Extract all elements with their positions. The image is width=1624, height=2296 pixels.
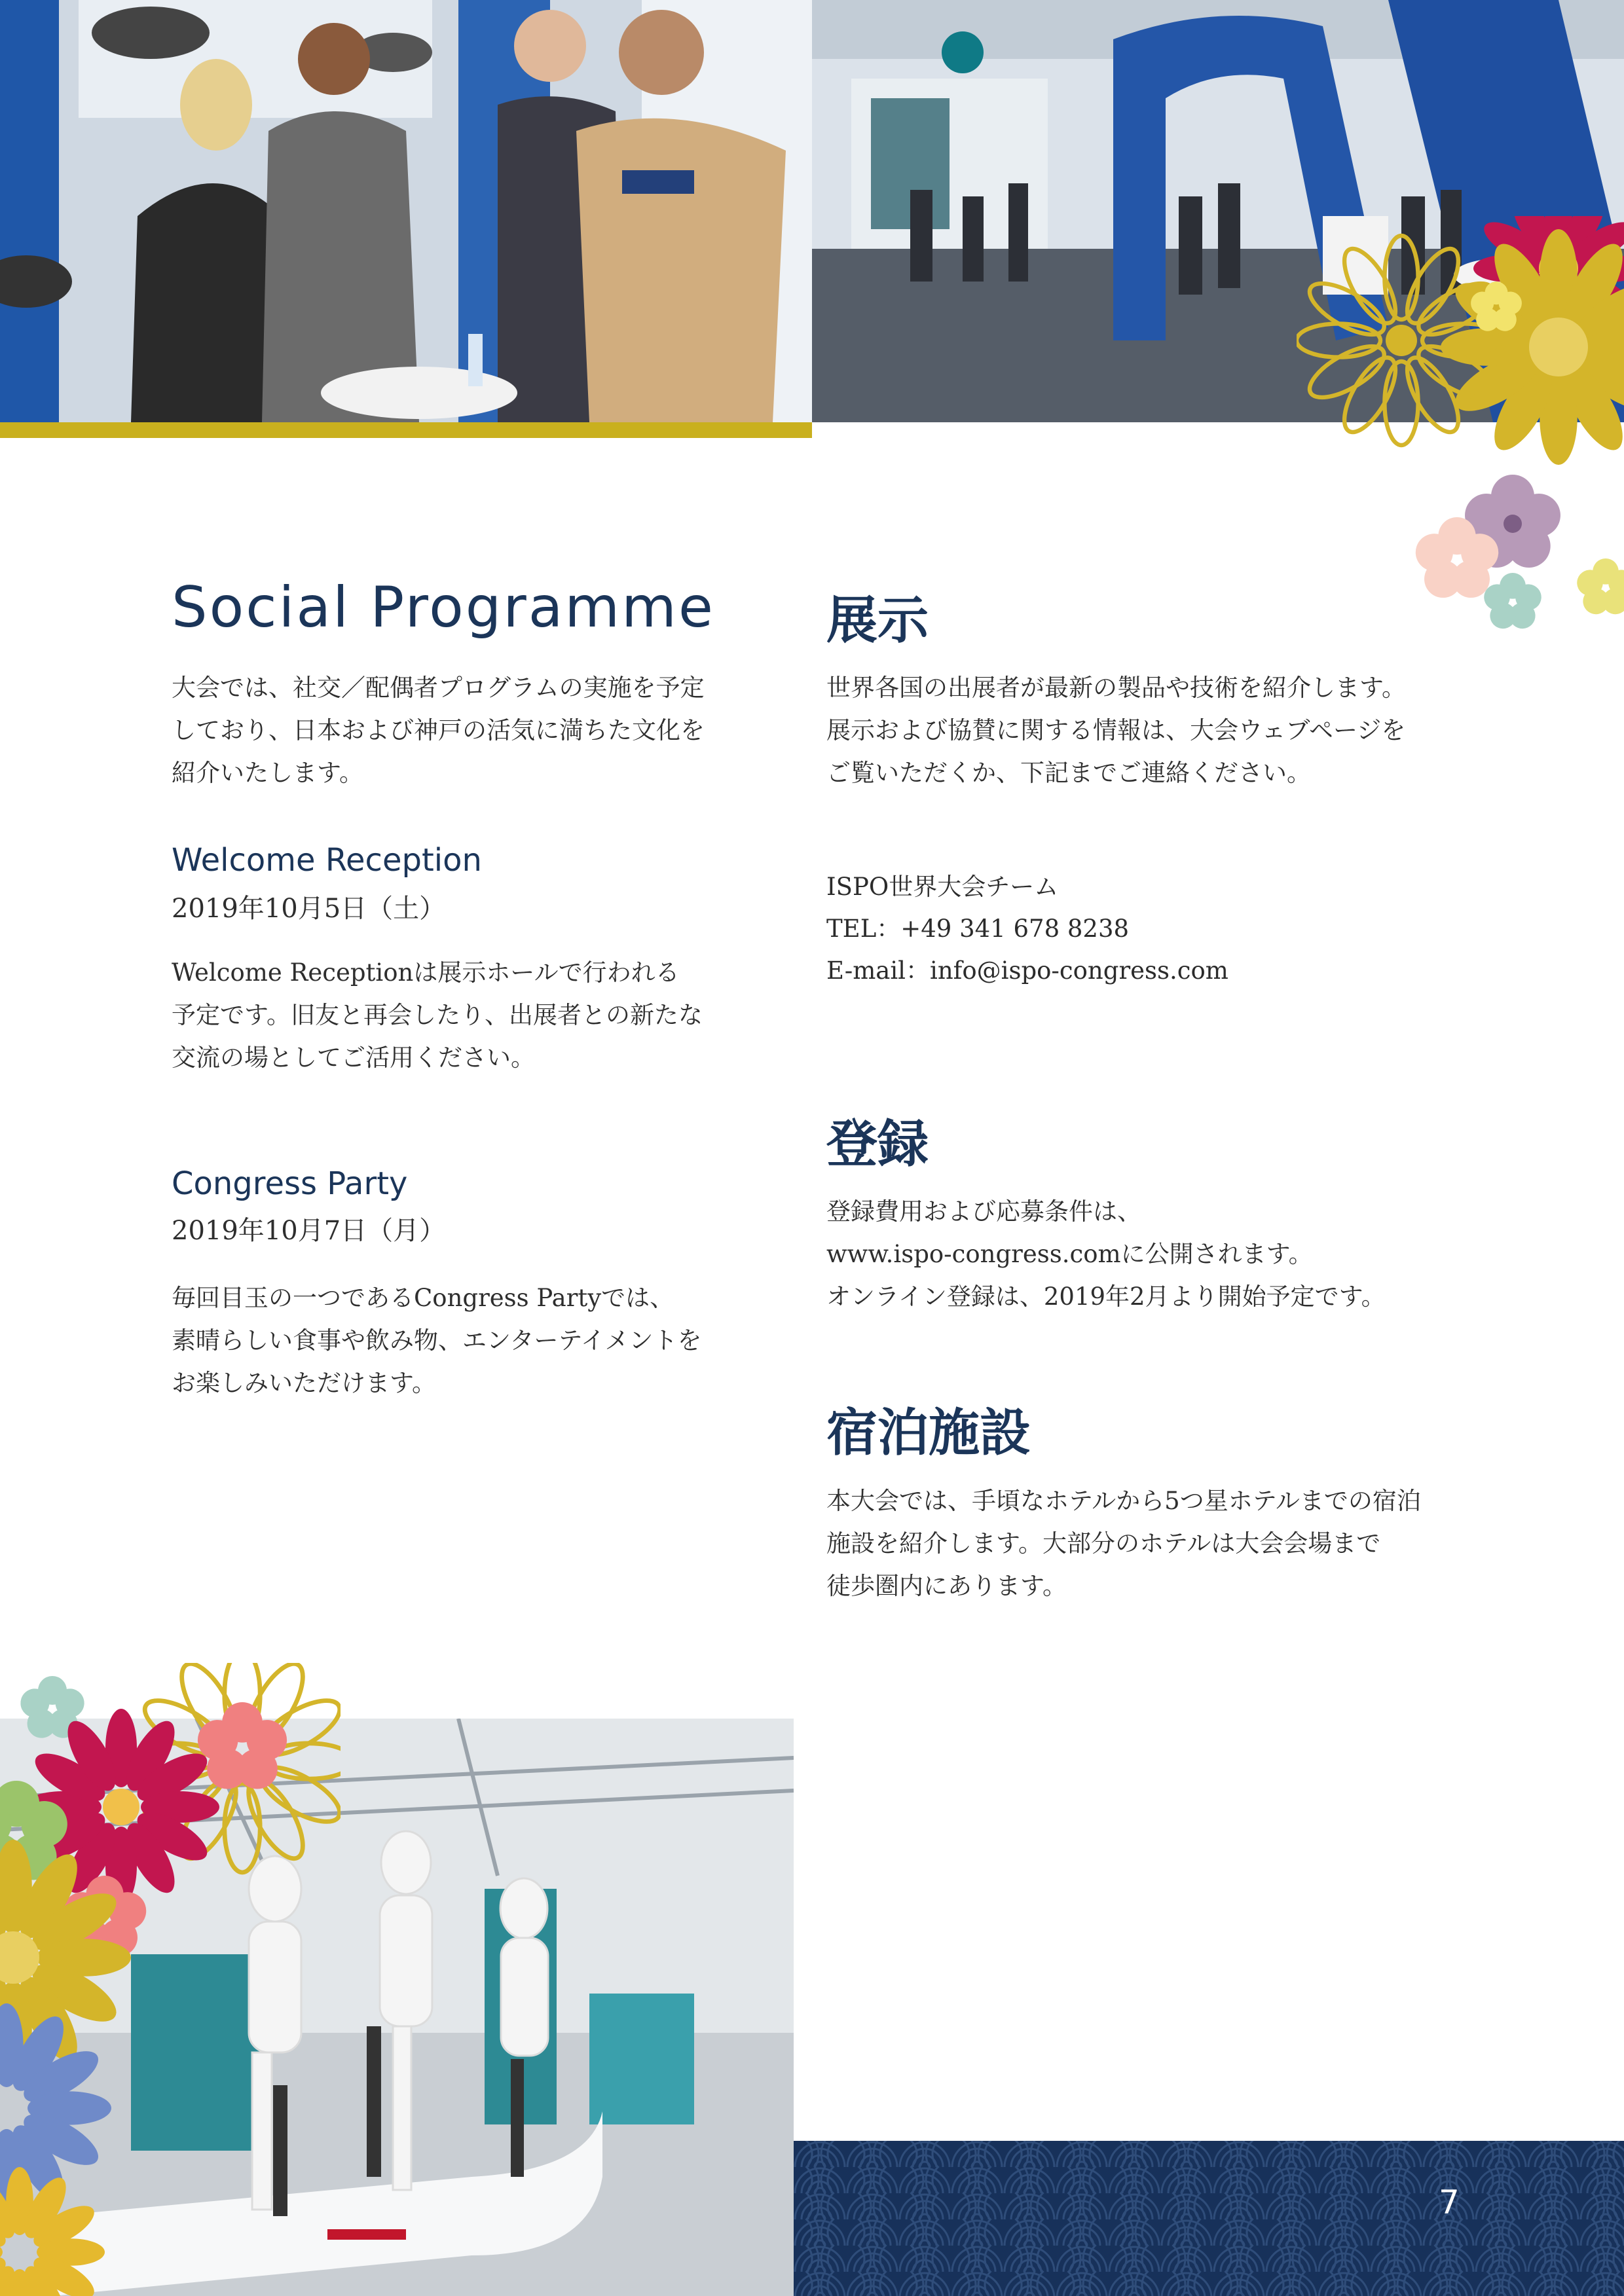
gold-accent-bar xyxy=(0,422,812,438)
contact-team: ISPO世界大会チーム xyxy=(826,873,1059,901)
section-title-accommodation: 宿泊施設 xyxy=(826,1404,1031,1463)
welcome-reception-heading: Welcome Reception xyxy=(172,842,482,879)
welcome-reception-text: Welcome Receptionは展示ホールで行われる 予定です。旧友と再会したり、出展者との新たな 交流の場としてご活用ください。 xyxy=(172,958,703,1072)
section-title-registration: 登録 xyxy=(826,1115,929,1174)
congress-party-heading: Congress Party xyxy=(172,1165,408,1202)
photo-exhibitors-conversation xyxy=(0,0,812,422)
contact-tel: TEL：+49 341 678 8238 xyxy=(826,915,1130,943)
section-title-exhibition: 展示 xyxy=(826,591,929,650)
flower-cluster-bottom xyxy=(0,1663,341,2296)
contact-block xyxy=(826,866,1228,992)
photo-illustration xyxy=(0,0,812,422)
accommodation-text: 本大会では、手頃なホテルから5つ星ホテルまでの宿泊 施設を紹介します。大部分のホテルは大会会場まで 徒歩圏内にあります。 xyxy=(826,1487,1421,1600)
section-title-social-programme: Social Programme xyxy=(172,575,715,640)
sakura-icon xyxy=(1481,573,1545,634)
registration-text: 登録費用および応募条件は、 www.ispo-congress.comに公開されます。 オンライン登録は、2019年2月より開始予定です。 xyxy=(826,1197,1386,1311)
chrysanthemum-icon xyxy=(0,2167,105,2296)
congress-party-text: 毎回目玉の一つであるCongress Partyでは、 素晴らしい食事や飲み物、エンターテイメントを お楽しみいただけます。 xyxy=(172,1284,702,1397)
welcome-reception-date: 2019年10月5日（土） xyxy=(172,894,446,924)
page-number: 7 xyxy=(1439,2183,1460,2221)
congress-party-date: 2019年10月7日（月） xyxy=(172,1216,446,1246)
sakura-icon xyxy=(1574,558,1624,619)
seigaiha-pattern xyxy=(794,2141,1624,2296)
contact-email[interactable]: E-mail：info@ispo-congress.com xyxy=(826,957,1228,985)
social-programme-intro: 大会では、社交／配偶者プログラムの実施を予定 しており、日本および神戸の活気に満ちた文化を 紹介いたします。 xyxy=(172,674,705,787)
wave-pattern-panel xyxy=(794,2141,1624,2296)
exhibition-text: 世界各国の出展者が最新の製品や技術を紹介します。 展示および協賛に関する情報は、大会ウェブページを ご覧いただくか、下記までご連絡ください。 xyxy=(826,674,1407,787)
flower-cluster-top xyxy=(1297,216,1624,635)
